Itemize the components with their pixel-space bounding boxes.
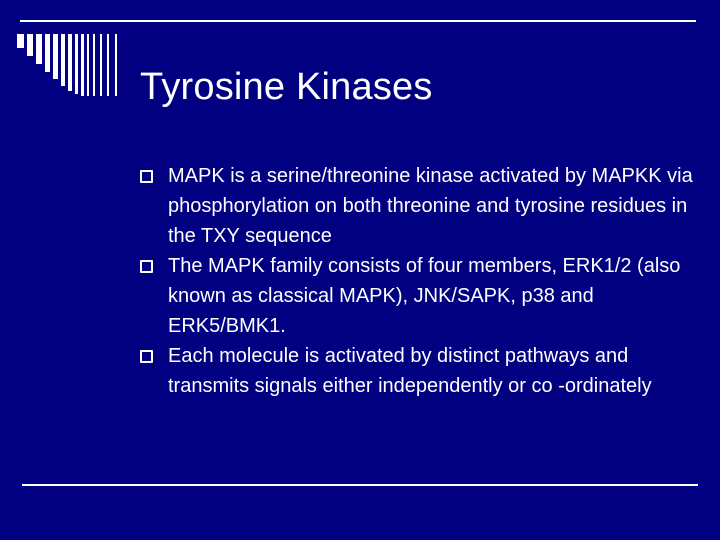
bullet-item [140,341,700,401]
bullet-list [140,161,700,401]
decor-bar [45,34,50,72]
hollow-square-icon [140,260,153,273]
decor-bar [36,34,42,64]
slide-title: Tyrosine Kinases [140,66,433,108]
bullet-text: MAPK is a serine/threonine kinase activated by MAPKK via phosphorylation on both threonine and tyrosine residues in the TXY sequence [168,165,693,247]
bullet-item [140,251,700,341]
decor-bar [27,34,33,56]
decor-bar [93,34,95,96]
hollow-square-icon [140,170,153,183]
decor-bar [87,34,89,96]
decor-bar [68,34,72,91]
decor-bar [115,34,117,96]
bullet-text: Each molecule is activated by distinct pathways and transmits signals either independently or co -ordinately [168,345,652,397]
top-divider-line [20,20,696,22]
decor-bar [17,34,24,48]
decor-bar [107,34,109,96]
decor-bar [75,34,78,94]
decor-bar [61,34,65,86]
bottom-divider-line [22,484,698,486]
bullet-item [140,161,700,251]
bullet-text: The MAPK family consists of four members, ERK1/2 (also known as classical MAPK), JNK/SAPK, p38 and ERK5/BMK1. [168,255,681,337]
decor-bar [100,34,102,96]
vertical-bars-decoration [17,34,127,96]
decor-bar [53,34,58,79]
hollow-square-icon [140,350,153,363]
decor-bar [81,34,84,96]
